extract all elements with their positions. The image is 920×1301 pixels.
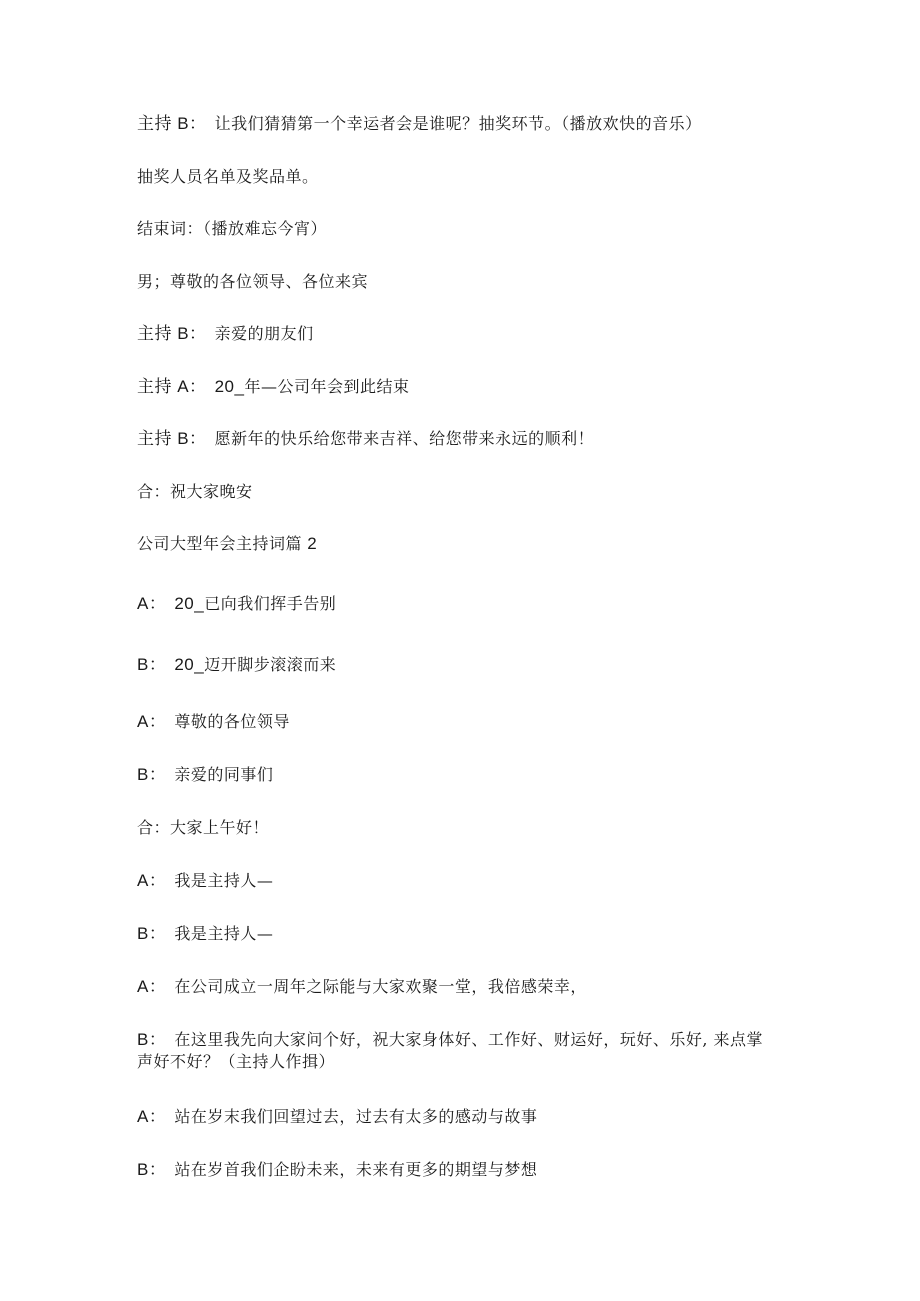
line-text: 在这里我先向大家问个好，祝大家身体好、工作好、财运好，玩好、乐好, 来点掌声好不好？（主持人作揖） — [137, 1030, 764, 1071]
line-text: 亲爱的同事们 — [174, 765, 274, 784]
speaker-label: 主持 A： — [137, 377, 207, 396]
line-10 — [137, 593, 787, 615]
line-text: 站在岁首我们企盼未来，未来有更多的期望与梦想 — [174, 1160, 538, 1179]
line-text: 合：大家上午好！ — [137, 818, 270, 837]
line-text: 年—公司年会到此结束 — [244, 377, 410, 396]
speaker-label: A： — [137, 977, 167, 996]
heading-text: 公司大型年会主持词篇 — [137, 534, 303, 553]
year-prefix: 20_ — [214, 377, 245, 396]
line-14 — [137, 817, 787, 839]
line-5 — [137, 323, 787, 345]
year-prefix: 20_ — [174, 655, 205, 674]
speaker-label: 主持 B： — [137, 429, 207, 448]
line-18 — [137, 1029, 777, 1073]
line-text: 男；尊敬的各位领导、各位来宾 — [137, 272, 369, 291]
line-3 — [137, 218, 787, 240]
heading-number: 2 — [302, 534, 318, 553]
line-15 — [137, 870, 787, 892]
line-20 — [137, 1159, 787, 1181]
line-text: 抽奖人员名单及奖品单。 — [137, 167, 319, 186]
line-16 — [137, 923, 787, 945]
speaker-label: A： — [137, 712, 167, 731]
speaker-label: B： — [137, 655, 167, 674]
speaker-label: B： — [137, 1030, 167, 1049]
line-4 — [137, 271, 787, 293]
speaker-label: B： — [137, 765, 167, 784]
speaker-label: A： — [137, 594, 167, 613]
line-text: 结束词：（播放难忘今宵） — [137, 219, 328, 238]
line-text: 合：祝大家晚安 — [137, 482, 253, 501]
line-text: 已向我们挥手告别 — [204, 594, 337, 613]
speaker-label: A： — [137, 871, 167, 890]
line-text: 愿新年的快乐给您带来吉祥、给您带来永远的顺利！ — [214, 429, 595, 448]
line-text: 我是主持人— — [174, 871, 274, 890]
line-6 — [137, 376, 787, 398]
speaker-label: 主持 B： — [137, 114, 207, 133]
line-19 — [137, 1106, 787, 1128]
line-8 — [137, 481, 787, 503]
line-text: 我是主持人— — [174, 924, 274, 943]
line-7 — [137, 428, 787, 450]
line-text: 站在岁末我们回望过去，过去有太多的感动与故事 — [174, 1107, 538, 1126]
line-12 — [137, 711, 787, 733]
line-11 — [137, 654, 787, 676]
line-text: 在公司成立一周年之际能与大家欢聚一堂，我倍感荣幸， — [174, 977, 587, 996]
line-text: 迈开脚步滚滚而来 — [204, 655, 337, 674]
line-17 — [137, 976, 787, 998]
line-1 — [137, 113, 787, 135]
line-text: 尊敬的各位领导 — [174, 712, 290, 731]
line-text: 让我们猜猜第一个幸运者会是谁呢？抽奖环节。（播放欢快的音乐） — [214, 114, 702, 133]
section-heading — [137, 533, 787, 555]
line-13 — [137, 764, 787, 786]
line-2 — [137, 166, 787, 188]
line-text: 亲爱的朋友们 — [214, 324, 314, 343]
speaker-label: B： — [137, 1160, 167, 1179]
speaker-label: A： — [137, 1107, 167, 1126]
speaker-label: 主持 B： — [137, 324, 207, 343]
speaker-label: B： — [137, 924, 167, 943]
year-prefix: 20_ — [174, 594, 205, 613]
